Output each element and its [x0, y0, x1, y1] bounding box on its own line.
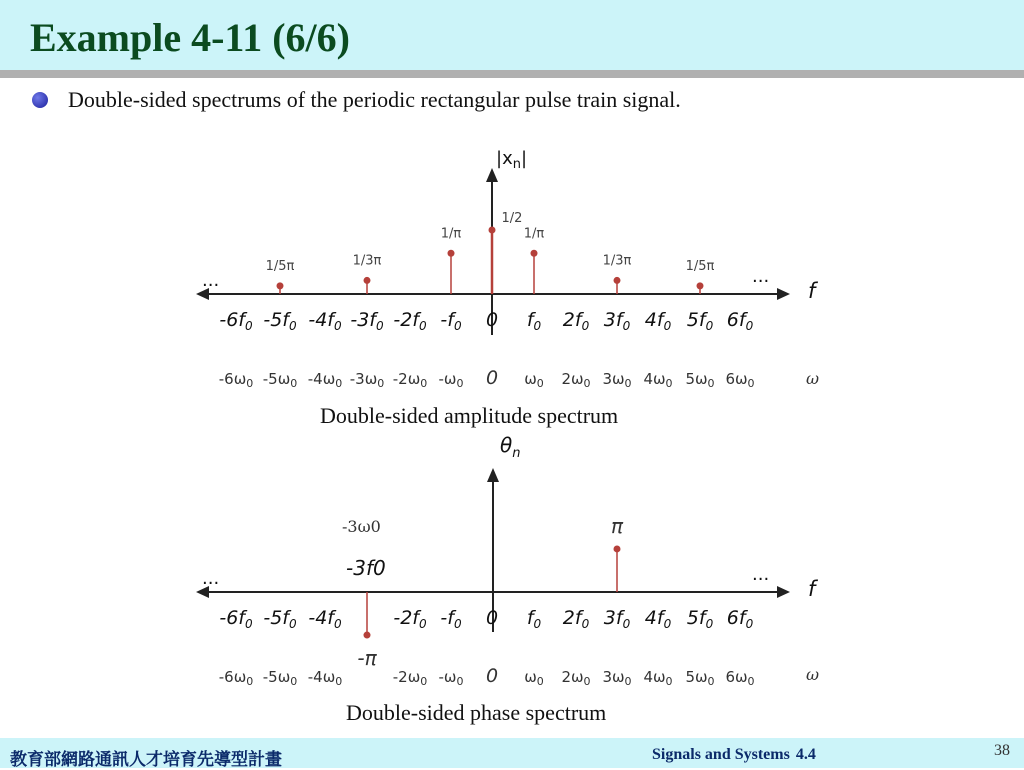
amp-tick-2: $-4f_0$: [308, 309, 342, 333]
amp-value-label-4: 1/π: [523, 226, 545, 242]
phase-tick-8: $2f_0$: [562, 607, 590, 631]
phase-y-label: $\theta_n$: [500, 433, 521, 461]
amp-omega-11: $5\omega_0$: [685, 370, 715, 390]
amp-omega-9: $3\omega_0$: [602, 370, 632, 390]
phase-tick-4: $-2f_0$: [393, 607, 427, 631]
amp-omega-sub-3: 0: [377, 377, 385, 390]
amp-tick-sub-7: 0: [533, 319, 542, 333]
phase-omega-labels: [219, 665, 755, 688]
amp-tick-sub-11: 0: [705, 319, 714, 333]
phase-omega-11: $5\omega_0$: [685, 668, 715, 688]
phase-omega-6: 0: [485, 665, 499, 687]
phase-ellipsis-left: ...: [202, 568, 220, 589]
phase-stem-marker-1: [614, 545, 621, 552]
phase-tick-9: $3f_0$: [603, 607, 631, 631]
phase-tick-1: $-5f_0$: [263, 607, 297, 631]
amp-tick-sub-1: 0: [289, 319, 297, 333]
amp-value-label-6: 1/5π: [685, 258, 715, 274]
phase-omega-12: $6\omega_0$: [725, 668, 755, 688]
phase-tick-6: 0: [485, 607, 499, 629]
phase-y-arrow: [487, 468, 499, 482]
phase-omega-9: $3\omega_0$: [602, 668, 632, 688]
phase-omega-sub-2: 0: [335, 675, 343, 688]
phase-tick-2: $-4f_0$: [308, 607, 342, 631]
phase-omega-4: $-2\omega_0$: [392, 668, 428, 688]
phase-omega-sub-8: 0: [583, 675, 591, 688]
amp-ellipsis-right: ...: [752, 266, 770, 287]
phase-neg-f-annotation: -3f0: [346, 556, 386, 580]
phase-tick-sub-0: 0: [245, 617, 253, 631]
phase-tick-10: $4f_0$: [644, 607, 672, 631]
phase-omega-1: $-5\omega_0$: [262, 668, 298, 688]
phase-tick-sub-2: 0: [334, 617, 342, 631]
phase-tick-sub-7: 0: [533, 617, 542, 631]
amp-y-arrow: [486, 168, 498, 182]
amp-value-label-0: 1/5π: [265, 258, 295, 274]
phase-omega-sub-12: 0: [747, 675, 755, 688]
phase-f-label: f: [808, 577, 816, 601]
amp-tick-8: $2f_0$: [562, 309, 590, 333]
phase-stem-marker-0: [364, 632, 371, 639]
phase-tick-5: $-f_0$: [440, 607, 462, 631]
phase-omega-sub-11: 0: [707, 675, 715, 688]
phase-ellipsis-right: ...: [752, 564, 770, 585]
amp-omega-5: $-\omega_0$: [438, 370, 464, 390]
phase-value-label-1: π: [610, 513, 624, 538]
amp-tick-labels: [219, 309, 753, 333]
caption-amplitude: Double-sided amplitude spectrum: [320, 403, 619, 428]
phase-tick-sub-8: 0: [581, 617, 590, 631]
amp-tick-5: $-f_0$: [440, 309, 462, 333]
amp-tick-sub-2: 0: [334, 319, 342, 333]
phase-omega-sub-1: 0: [290, 675, 298, 688]
amp-tick-9: $3f_0$: [603, 309, 631, 333]
amp-omega-6: 0: [485, 367, 499, 389]
phase-omega-sub-9: 0: [624, 675, 632, 688]
phase-omega-sub-5: 0: [456, 675, 464, 688]
phase-omega-sub-10: 0: [665, 675, 673, 688]
phase-omega-2: $-4\omega_0$: [307, 668, 343, 688]
amp-tick-sub-3: 0: [376, 319, 384, 333]
amp-tick-sub-12: 0: [745, 319, 754, 333]
amp-tick-6: 0: [485, 309, 499, 331]
amp-omega-1: $-5\omega_0$: [262, 370, 298, 390]
amp-stems: [266, 211, 715, 294]
footer-bar: [0, 738, 1024, 768]
amp-omega-3: $-3\omega_0$: [349, 370, 385, 390]
amp-tick-3: $-3f_0$: [350, 309, 384, 333]
amp-tick-12: $6f_0$: [726, 309, 754, 333]
footer-course: [652, 746, 816, 764]
amp-tick-10: $4f_0$: [644, 309, 672, 333]
amp-value-label-1: 1/3π: [352, 253, 382, 269]
phase-tick-12: $6f_0$: [726, 607, 754, 631]
phase-tick-sub-12: 0: [745, 617, 754, 631]
phase-omega-sub-0: 0: [246, 675, 254, 688]
amp-omega-sub-10: 0: [665, 377, 673, 390]
amp-omega-0: $-6\omega_0$: [218, 370, 254, 390]
slide-title: Example 4-11 (6/6): [30, 15, 350, 60]
footer-program-name: 教育部網路通訊人才培育先導型計畫: [10, 750, 282, 770]
bullet-text: Double-sided spectrums of the periodic rectangular pulse train signal.: [68, 87, 681, 112]
amp-x-arrow-right: [777, 288, 790, 300]
phase-omega-5: $-\omega_0$: [438, 668, 464, 688]
amp-omega-12: $6\omega_0$: [725, 370, 755, 390]
amp-value-label-2: 1/π: [440, 226, 462, 242]
phase-tick-labels: [219, 607, 753, 631]
phase-tick-sub-10: 0: [663, 617, 672, 631]
amp-omega-sub-9: 0: [624, 377, 632, 390]
phase-chart: [196, 433, 819, 688]
phase-value-label-0: -π: [357, 646, 377, 671]
amp-tick-sub-10: 0: [663, 319, 672, 333]
amp-ellipsis-left: ...: [202, 270, 220, 291]
phase-tick-sub-1: 0: [289, 617, 297, 631]
amp-omega-sub-1: 0: [290, 377, 298, 390]
footer-section: 4.4: [795, 746, 816, 763]
amp-omega-sub-4: 0: [420, 377, 428, 390]
amp-stem-marker-0: [277, 282, 284, 289]
amp-omega-sub-0: 0: [246, 377, 254, 390]
phase-omega-axis-label: ω: [806, 665, 820, 684]
phase-omega-0: $-6\omega_0$: [218, 668, 254, 688]
footer-course-name: Signals and Systems: [652, 746, 790, 763]
amp-omega-labels: [219, 367, 755, 390]
phase-tick-sub-4: 0: [419, 617, 427, 631]
amp-tick-sub-9: 0: [622, 319, 631, 333]
amp-tick-4: $-2f_0$: [393, 309, 427, 333]
amp-tick-0: $-6f_0$: [219, 309, 253, 333]
amp-omega-sub-5: 0: [456, 377, 464, 390]
page-number: 38: [994, 742, 1010, 759]
amp-stem-marker-1: [364, 277, 371, 284]
amp-tick-sub-0: 0: [245, 319, 253, 333]
amp-value-label-3: 1/2: [501, 211, 523, 226]
phase-tick-11: $5f_0$: [686, 607, 714, 631]
amp-omega-4: $-2\omega_0$: [392, 370, 428, 390]
phase-tick-sub-5: 0: [453, 617, 462, 631]
amp-omega-2: $-4\omega_0$: [307, 370, 343, 390]
amplitude-chart: [196, 148, 819, 390]
phase-omega-sub-7: 0: [536, 675, 544, 688]
amp-omega-sub-12: 0: [747, 377, 755, 390]
amp-tick-1: $-5f_0$: [263, 309, 297, 333]
amp-value-label-5: 1/3π: [602, 253, 632, 269]
amp-tick-11: $5f_0$: [686, 309, 714, 333]
phase-omega-8: $2\omega_0$: [561, 668, 591, 688]
phase-tick-sub-9: 0: [622, 617, 631, 631]
caption-phase: Double-sided phase spectrum: [346, 700, 607, 725]
amp-tick-sub-5: 0: [453, 319, 462, 333]
amp-f-label: f: [808, 279, 816, 303]
phase-neg-omega-annotation: -3ω0: [342, 517, 381, 536]
phase-tick-sub-11: 0: [705, 617, 714, 631]
amp-omega-sub-7: 0: [536, 377, 544, 390]
amp-y-label: $|x_n|$: [496, 148, 528, 172]
amp-omega-sub-8: 0: [583, 377, 591, 390]
phase-tick-7: $f_0$: [526, 607, 542, 631]
amp-omega-sub-2: 0: [335, 377, 343, 390]
amp-stem-marker-3: [489, 227, 496, 234]
amp-tick-7: $f_0$: [526, 309, 542, 333]
amp-omega-axis-label: ω: [806, 369, 820, 388]
amp-omega-10: $4\omega_0$: [643, 370, 673, 390]
phase-tick-0: $-6f_0$: [219, 607, 253, 631]
amp-omega-sub-11: 0: [707, 377, 715, 390]
phase-omega-10: $4\omega_0$: [643, 668, 673, 688]
phase-omega-sub-4: 0: [420, 675, 428, 688]
amp-stem-marker-4: [531, 250, 538, 257]
amp-stem-marker-2: [448, 250, 455, 257]
amp-stem-marker-5: [614, 277, 621, 284]
phase-x-arrow-right: [777, 586, 790, 598]
amp-omega-8: $2\omega_0$: [561, 370, 591, 390]
amp-omega-7: $\omega_0$: [524, 370, 544, 390]
amp-stem-marker-6: [697, 282, 704, 289]
amp-tick-sub-4: 0: [419, 319, 427, 333]
phase-omega-7: $\omega_0$: [524, 668, 544, 688]
amp-tick-sub-8: 0: [581, 319, 590, 333]
